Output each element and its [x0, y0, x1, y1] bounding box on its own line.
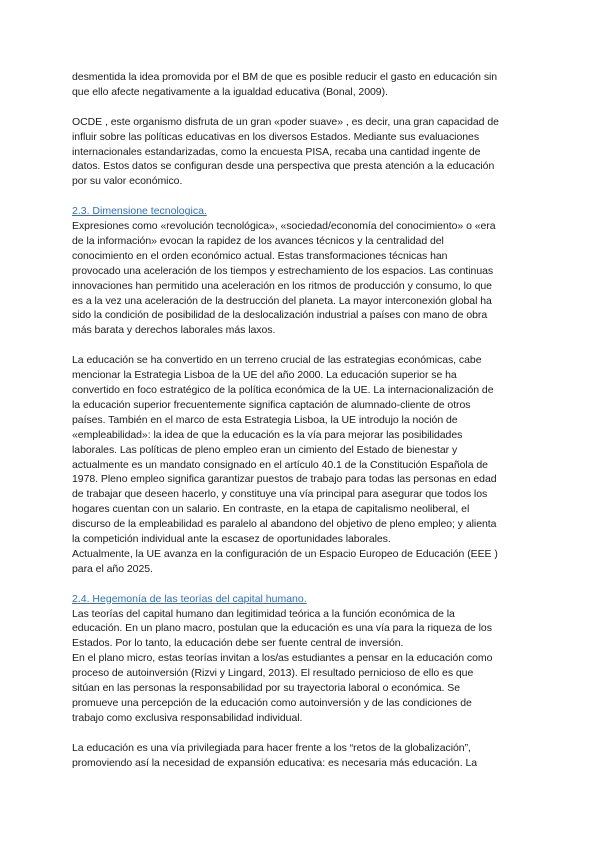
text-line: proceso de autoinversión (Rizvi y Lingard, 2013). El resultado pernicioso de ello es que — [72, 667, 474, 680]
text-line: Estados. Por lo tanto, la educación debe ser fuente central de inversión. — [72, 637, 404, 650]
paragraph-ocde — [72, 115, 530, 190]
text-line: desmentida la idea promovida por el BM de que es posible reducir el gasto en educación sin — [72, 71, 498, 83]
text-line: datos. Estos datos se configuran desde una perspectiva que presta atención a la educación — [72, 160, 495, 173]
text-line: de trabajar que deseen hacerlo, y constituye una vía principal para asegurar que todos los — [72, 488, 488, 501]
section-heading-2-3[interactable]: 2.3. Dimensione tecnologica. — [72, 205, 207, 218]
paragraph-globalization — [72, 741, 530, 771]
paragraph-bm-spending — [72, 70, 530, 100]
paragraph-lisbon-strategy — [72, 353, 530, 577]
paragraph-gap — [72, 726, 530, 741]
text-line: En el plano micro, estas teorías invitan a los/as estudiantes a pensar en la educación como — [72, 652, 493, 665]
text-line: «empleabilidad»: la idea de que la educación es la vía para mejorar las posibilidades — [72, 428, 463, 441]
text-line: 1978. Pleno empleo significa garantizar puestos de trabajo para todas las personas en edad — [72, 473, 497, 486]
paragraph-gap — [72, 189, 530, 204]
text-line: innovaciones han permitido una aceleración en los ritmos de producción y consumo, lo que — [72, 279, 492, 292]
paragraph-gap — [72, 577, 530, 592]
text-line: Las teorías del capital humano dan legitimidad teórica a la función económica de la — [72, 607, 455, 620]
paragraph-gap — [72, 338, 530, 353]
text-line: laborales. Las políticas de pleno empleo eran un cimiento del Estado de bienestar y — [72, 443, 458, 456]
text-line: promoviendo así la necesidad de expansión educativa: es necesaria más educación. La — [72, 756, 478, 769]
text-line: hogares cuentan con un salario. En contraste, en la etapa de capitalismo neoliberal, el — [72, 503, 470, 516]
text-line: que ello afecte negativamente a la igualdad educativa (Bonal, 2009). — [72, 85, 388, 98]
text-line: conocimiento en el orden económico actual. Estas transformaciones técnicas han — [72, 249, 448, 262]
text-line: es a la vez una aceleración de la destrucción del planeta. La mayor interconexión global ha — [72, 294, 492, 307]
paragraph-gap — [72, 100, 530, 115]
text-line: sido la condición de posibilidad de la deslocalización industrial a países con mano de obra — [72, 309, 488, 322]
text-line: promueve una percepción de la educación como autoinversión y de las condiciones de — [72, 697, 472, 709]
paragraph-human-capital — [72, 607, 530, 726]
text-line: La educación se ha convertido en un terreno crucial de las estrategias económicas, cabe — [72, 354, 482, 367]
text-line: sitúan en las personas la responsabilidad por su trayectoria laboral o económica. Se — [72, 682, 461, 695]
text-line: para el año 2025. — [72, 562, 153, 575]
text-line: discurso de la empleabilidad es paralelo al abandono del objetivo de pleno empleo; y alienta — [72, 518, 497, 531]
text-line: La educación es una vía privilegiada para hacer frente a los “retos de la globalización”, — [72, 741, 471, 754]
text-line: de la información» evocan la rapidez de los avances técnicos y la centralidad del — [72, 234, 444, 247]
text-line: actualmente es un mandato consignado en el artículo 40.1 de la Constitución Española de — [72, 458, 488, 471]
text-line: Actualmente, la UE avanza en la configuración de un Espacio Europeo de Educación (EEE ) — [72, 547, 498, 560]
text-line: Expresiones como «revolución tecnológica», «sociedad/economía del conocimiento» o «era — [72, 220, 496, 233]
text-line: influir sobre las políticas educativas en los diversos Estados. Mediante sus evaluaciones — [72, 130, 480, 143]
paragraph-technology — [72, 219, 530, 338]
text-line: la competición individual ante la escasez de oportunidades laborales. — [72, 533, 391, 546]
text-line: convertido en foco estratégico de la política económica de la UE. La internacionalización de — [72, 383, 494, 396]
text-line: mencionar la Estrategia Lisboa de la UE del año 2000. La educación superior se ha — [72, 369, 457, 382]
text-line: OCDE , este organismo disfruta de un gran «poder suave» , es decir, una gran capacidad de — [72, 115, 499, 128]
text-line: la educación superior frecuentemente significa captación de alumnado-cliente de otros — [72, 398, 471, 411]
text-line: provocado una aceleración de los tiempos y estrechamiento de los espacios. Las continuas — [72, 264, 494, 277]
text-line: trabajo como exclusiva responsabilidad individual. — [72, 711, 303, 724]
text-line: países. También en el marco de esta Estrategia Lisboa, la UE introdujo la noción de — [72, 413, 458, 426]
section-heading-2-4[interactable]: 2.4. Hegemonía de las teorías del capital humano. — [72, 592, 307, 605]
text-line: más barata y derechos laborales más laxos. — [72, 324, 276, 337]
text-line: internacionales estandarizadas, como la encuesta PISA, recaba una cantidad ingente de — [72, 145, 481, 158]
text-line: educación. En un plano macro, postulan que la educación es una vía para la riqueza de los — [72, 622, 492, 635]
text-line: por su valor económico. — [72, 175, 183, 188]
